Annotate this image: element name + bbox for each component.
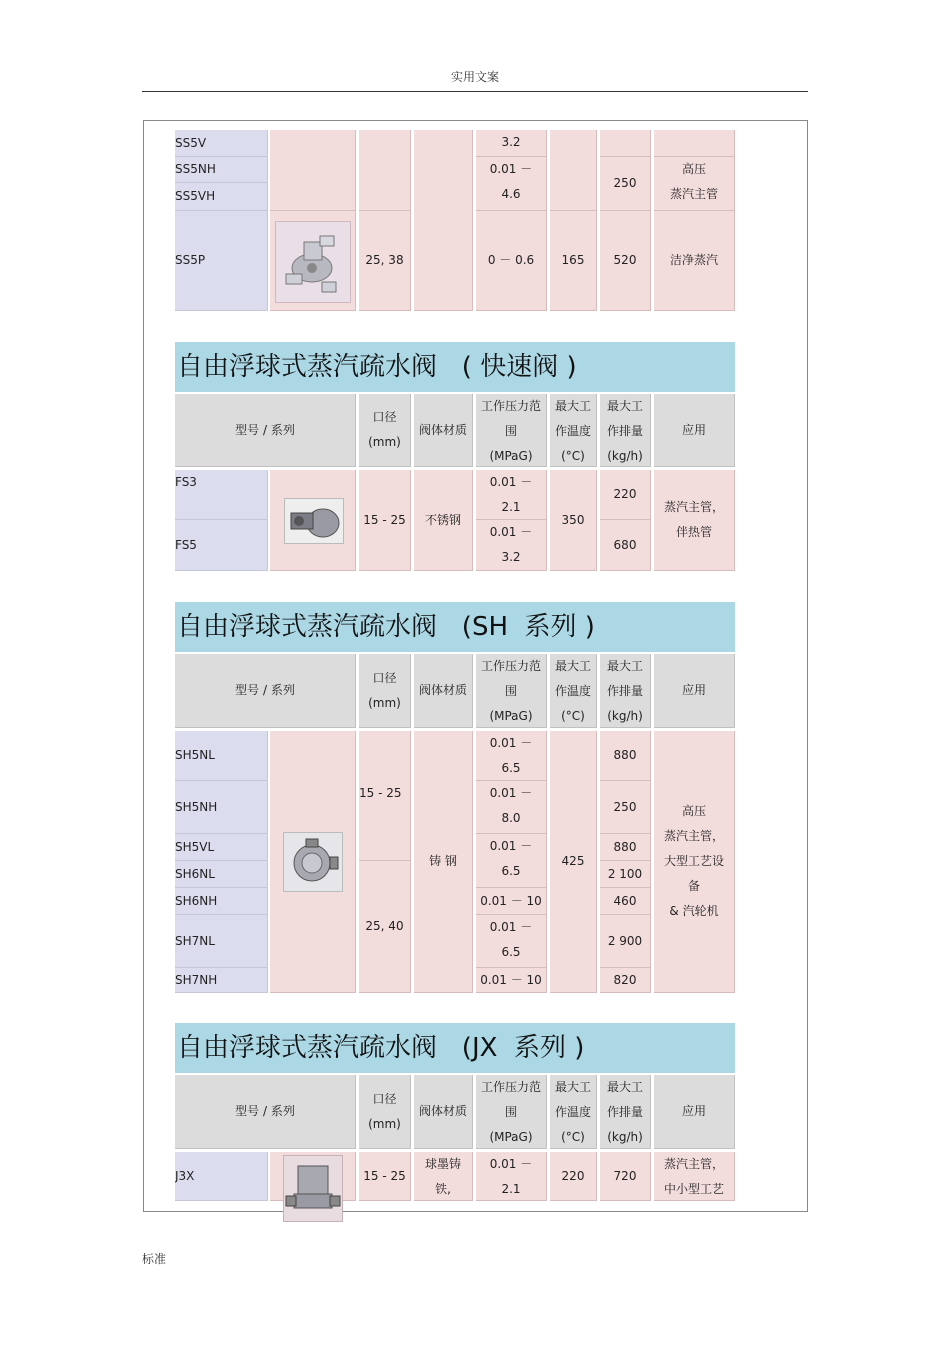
application-cell — [654, 130, 735, 157]
pressure-cell — [476, 915, 547, 968]
sh-product-image — [283, 832, 343, 892]
application-cell — [654, 731, 735, 993]
pressure-cell: 0.01 － 10 — [476, 968, 547, 993]
header-capacity — [600, 654, 651, 728]
model-cell: SH7NH — [175, 968, 268, 993]
application-line: 蒸汽主管 — [669, 187, 718, 201]
temp-cell: 350 — [550, 470, 597, 571]
model-cell: SH5VL — [175, 834, 268, 861]
header-line: (°C) — [561, 709, 585, 723]
size-cell: 25, 40 — [359, 861, 411, 993]
header-application: 应用 — [654, 394, 735, 467]
header-line: 口径 — [372, 410, 397, 424]
application-line: 高压 — [681, 162, 706, 176]
application-line: 蒸汽主管， — [663, 829, 724, 843]
pressure-cell: 3.2 — [476, 130, 547, 157]
header-line: 工作压力范 — [480, 659, 541, 673]
model-cell: SH6NL — [175, 861, 268, 888]
material-line: 球墨铸 — [424, 1157, 461, 1171]
header-divider — [142, 91, 808, 92]
pressure-cell: 0.01 － 10 — [476, 888, 547, 915]
model-label: FS3 — [175, 475, 197, 489]
header-line: 作温度 — [554, 684, 591, 698]
jx-product-image — [283, 1155, 343, 1222]
material-line: 铁, — [435, 1182, 451, 1196]
pressure-line: 6.5 — [501, 864, 521, 878]
header-capacity — [600, 1075, 651, 1149]
header-temp — [550, 654, 597, 728]
pressure-line: 0.01 － — [489, 1157, 533, 1171]
application-cell: 洁净蒸汽 — [654, 211, 735, 311]
header-line: 作排量 — [606, 1105, 643, 1119]
header-line: (mm) — [368, 695, 401, 710]
material-cell — [414, 1152, 473, 1201]
header-line: (°C) — [561, 449, 585, 463]
model-cell: SH7NL — [175, 915, 268, 968]
section-title-jx: 自由浮球式蒸汽疏水阀 (JX 系列 ) — [175, 1023, 735, 1073]
header-model: 型号 / 系列 — [175, 1075, 356, 1149]
model-cell: SS5NH — [175, 157, 268, 183]
header-temp — [550, 1075, 597, 1149]
capacity-cell: 680 — [600, 520, 651, 571]
pressure-line: 6.5 — [501, 945, 521, 959]
pressure-line: 6.5 — [501, 761, 521, 775]
model-cell: SS5V — [175, 130, 268, 157]
header-application: 应用 — [654, 654, 735, 728]
header-line: (kg/h) — [607, 449, 643, 463]
header-line: 口径 — [372, 670, 397, 685]
header-line: (MPaG) — [489, 1130, 533, 1144]
header-line: (MPaG) — [489, 449, 533, 463]
pressure-line: 2.1 — [501, 1182, 521, 1196]
capacity-cell: 720 — [600, 1152, 651, 1201]
header-line: 最大工 — [606, 399, 643, 413]
header-line: (°C) — [561, 1130, 585, 1144]
pressure-line: 0.01 － — [489, 475, 533, 489]
capacity-cell: 460 — [600, 888, 651, 915]
header-line: 作排量 — [606, 424, 643, 438]
capacity-cell: 520 — [600, 211, 651, 311]
header-pressure — [476, 394, 547, 467]
section-title-sh: 自由浮球式蒸汽疏水阀 (SH 系列 ) — [175, 602, 735, 652]
pressure-line: 0.01 － — [489, 839, 533, 853]
model-cell: J3X — [175, 1152, 268, 1201]
header-line: 最大工 — [554, 399, 591, 413]
application-line: 蒸汽主管， — [663, 1157, 724, 1171]
page-header: 实用文案 — [450, 70, 499, 84]
capacity-cell: 820 — [600, 968, 651, 993]
application-line: & 汽轮机 — [669, 904, 719, 918]
header-size — [359, 394, 411, 467]
size-cell: 15 - 25 — [359, 470, 411, 571]
material-cell — [414, 130, 473, 311]
model-cell — [175, 470, 268, 520]
image-cell — [270, 130, 356, 211]
model-cell: SH6NH — [175, 888, 268, 915]
header-capacity — [600, 394, 651, 467]
model-cell: SS5VH — [175, 183, 268, 211]
header-line: (mm) — [368, 435, 401, 449]
header-material: 阀体材质 — [414, 654, 473, 728]
header-size — [359, 654, 411, 728]
pressure-line: 0.01 － — [489, 162, 533, 176]
header-line: 最大工 — [554, 659, 591, 673]
temp-cell: 220 — [550, 1152, 597, 1201]
pressure-cell — [476, 470, 547, 520]
model-cell: SH5NL — [175, 731, 268, 781]
application-line: 伴热管 — [675, 525, 712, 539]
page-footer: 标准 — [142, 1252, 167, 1266]
pressure-line: 4.6 — [501, 187, 521, 201]
application-line: 备 — [687, 879, 700, 893]
pressure-line: 0.01 － — [489, 920, 533, 934]
header-line: 围 — [504, 424, 517, 438]
pressure-line: 2.1 — [501, 500, 521, 514]
header-line: 作温度 — [554, 424, 591, 438]
application-cell — [654, 470, 735, 571]
pressure-cell — [476, 1152, 547, 1201]
header-pressure — [476, 1075, 547, 1149]
section-title-fs: 自由浮球式蒸汽疏水阀 ( 快速阀 ) — [175, 342, 735, 392]
model-cell: SS5P — [175, 211, 268, 311]
capacity-cell: 2 100 — [600, 861, 651, 888]
capacity-cell: 220 — [600, 470, 651, 520]
pressure-line: 0.01 － — [489, 786, 533, 800]
pressure-cell — [476, 731, 547, 781]
temp-cell — [550, 130, 597, 211]
application-line: 大型工艺设 — [663, 854, 724, 868]
application-cell — [654, 1152, 735, 1201]
model-cell: FS5 — [175, 520, 268, 571]
capacity-cell: 880 — [600, 834, 651, 861]
pressure-cell — [476, 157, 547, 211]
header-line: (MPaG) — [489, 709, 533, 723]
application-line: 高压 — [681, 804, 706, 818]
ss5p-product-image — [275, 221, 351, 303]
header-material: 阀体材质 — [414, 394, 473, 467]
pressure-line: 0.01 － — [489, 525, 533, 539]
header-pressure — [476, 654, 547, 728]
header-line: (mm) — [368, 1116, 401, 1131]
capacity-cell: 2 900 — [600, 915, 651, 968]
size-cell: 15 - 25 — [359, 1152, 411, 1201]
size-cell — [359, 731, 411, 861]
temp-cell: 425 — [550, 731, 597, 993]
header-size — [359, 1075, 411, 1149]
header-line: 围 — [504, 684, 517, 698]
pressure-cell — [476, 781, 547, 834]
material-cell: 铸 钢 — [414, 731, 473, 993]
temp-cell: 165 — [550, 211, 597, 311]
header-model: 型号 / 系列 — [175, 654, 356, 728]
header-line: 作温度 — [554, 1105, 591, 1119]
size-value: 15 - 25 — [359, 786, 402, 800]
pressure-line: 8.0 — [501, 811, 521, 825]
pressure-cell — [476, 520, 547, 571]
header-line: 最大工 — [606, 659, 643, 673]
application-cell — [654, 157, 735, 211]
header-line: 工作压力范 — [480, 399, 541, 413]
capacity-cell: 880 — [600, 731, 651, 781]
application-line: 中小型工艺 — [663, 1182, 724, 1196]
header-line: 围 — [504, 1105, 517, 1119]
header-temp — [550, 394, 597, 467]
header-line: 工作压力范 — [480, 1080, 541, 1094]
application-line: 蒸汽主管， — [663, 500, 724, 514]
model-cell: SH5NH — [175, 781, 268, 834]
header-line: 口径 — [372, 1091, 397, 1106]
capacity-cell: 250 — [600, 157, 651, 211]
header-application: 应用 — [654, 1075, 735, 1149]
pressure-cell: 0 － 0.6 — [476, 211, 547, 311]
header-line: 作排量 — [606, 684, 643, 698]
pressure-line: 0.01 － — [489, 736, 533, 750]
header-line: 最大工 — [606, 1080, 643, 1094]
fs-product-image — [284, 498, 344, 544]
pressure-cell — [476, 834, 547, 888]
header-material: 阀体材质 — [414, 1075, 473, 1149]
size-cell: 25, 38 — [359, 211, 411, 311]
material-cell: 不锈钢 — [414, 470, 473, 571]
capacity-cell — [600, 130, 651, 157]
size-cell — [359, 130, 411, 211]
capacity-cell: 250 — [600, 781, 651, 834]
header-line: (kg/h) — [607, 1130, 643, 1144]
header-line: (kg/h) — [607, 709, 643, 723]
header-line: 最大工 — [554, 1080, 591, 1094]
pressure-line: 3.2 — [501, 550, 521, 564]
header-model: 型号 / 系列 — [175, 394, 356, 467]
